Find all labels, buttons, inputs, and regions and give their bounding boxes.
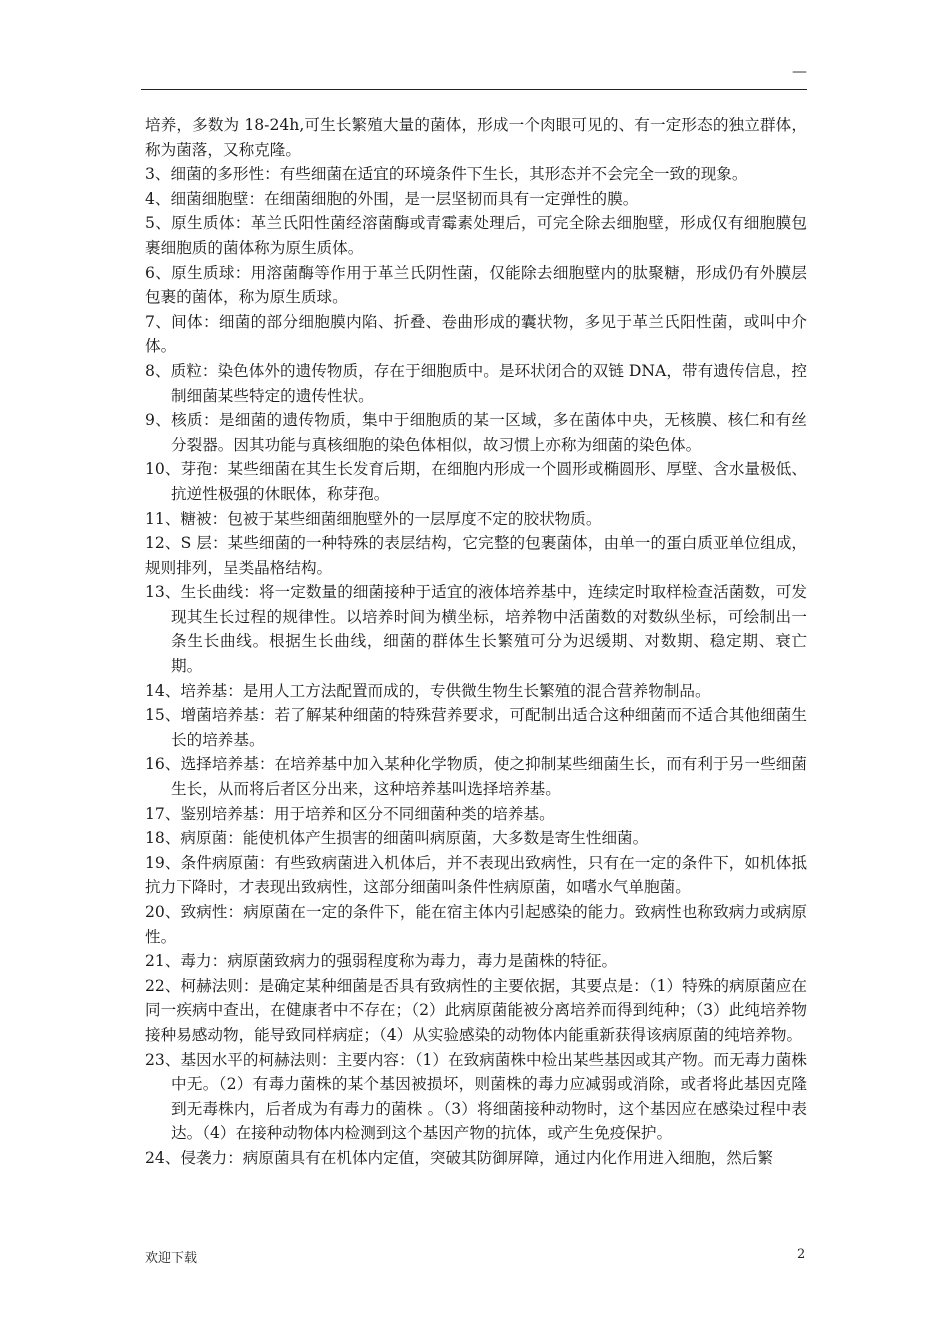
header-rule [141,89,807,90]
paragraph: 4、细菌细胞壁：在细菌细胞的外围，是一层坚韧而具有一定弹性的膜。 [145,189,639,208]
paragraph: 3、细菌的多形性：有些细菌在适宜的环境条件下生长，其形态并不会完全一致的现象。 [145,165,748,184]
paragraph: 8、质粒：染色体外的遗传物质，存在于细胞质中。是环状闭合的双链 DNA，带有遗传信息，控制细菌某些特定的遗传性状。 [145,361,807,405]
paragraph: 17、鉴别培养基：用于培养和区分不同细菌种类的培养基。 [145,804,555,823]
header-mark: — [792,62,807,80]
paragraph: 13、生长曲线：将一定数量的细菌接种于适宜的液体培养基中，连续定时取样检查活菌数，可发现其生长过程的规律性。以培养时间为横坐标，培养物中活菌数的对数纵坐标，可绘制出一条生长曲线。根据生长曲线，细菌的群体生长繁殖可分为迟缓期、对数期、稳定期、衰亡期。 [145,583,807,676]
paragraph: 22、柯赫法则：是确定某种细菌是否具有致病性的主要依据，其要点是：（1）特殊的病原菌应在同一疾病中查出，在健康者中不存在；（2）此病原菌能被分离培养而得到纯种；（3）此纯培养物接种易感动物，能导致同样病症；（4）从实验感染的动物体内能重新获得该病原菌的纯培养物。 [145,976,807,1044]
paragraph: 15、增菌培养基：若了解某种细菌的特殊营养要求，可配制出适合这种细菌而不适合其他细菌生长的培养基。 [145,706,807,749]
document-body [145,113,807,1171]
paragraph: 21、毒力：病原菌致病力的强弱程度称为毒力，毒力是菌株的特征。 [145,952,618,971]
footer-text: 欢迎下载 [145,1251,198,1266]
paragraph: 20、致病性：病原菌在一定的条件下，能在宿主体内引起感染的能力。致病性也称致病力或病原性。 [145,903,807,946]
paragraph: 9、核质：是细菌的遗传物质，集中于细胞质的某一区域，多在菌体中央，无核膜、核仁和有丝分裂器。因其功能与真核细胞的染色体相似，故习惯上亦称为细菌的染色体。 [145,411,807,454]
paragraph: 23、基因水平的柯赫法则：主要内容：（1）在致病菌株中检出某些基因或其产物。而无毒力菌株中无。（2）有毒力菌株的某个基因被损坏，则菌株的毒力应减弱或消除，或者将此基因克隆到无毒株内，后者成为有毒力的菌株 。（3）将细菌接种动物时，这个基因应在感染过程中表达。（4）在接种动物体内检测到这个基因产物的抗体，或产生免疫保护。 [145,1050,807,1143]
paragraph: 16、选择培养基：在培养基中加入某种化学物质，使之抑制某些细菌生长，而有利于另一些细菌生长，从而将后者区分出来，这种培养基叫选择培养基。 [145,755,807,799]
paragraph: 6、原生质球：用溶菌酶等作用于革兰氏阴性菌，仅能除去细胞壁内的肽聚糖，形成仍有外膜层包裹的菌体，称为原生质球。 [145,263,807,307]
paragraph: 24、侵袭力：病原菌具有在机体内定值，突破其防御屏障，通过内化作用进入细胞，然后繁 [145,1148,773,1167]
paragraph: 12、S 层：某些细菌的一种特殊的表层结构，它完整的包裹菌体，由单一的蛋白质亚单位组成，规则排列，呈类晶格结构。 [145,534,807,577]
paragraph: 10、芽孢：某些细菌在其生长发育后期，在细胞内形成一个圆形或椭圆形、厚壁、含水量极低、抗逆性极强的休眠体，称芽孢。 [145,460,807,503]
paragraph: 11、糖被：包被于某些细菌细胞壁外的一层厚度不定的胶状物质。 [145,509,602,528]
paragraph: 19、条件病原菌：有些致病菌进入机体后，并不表现出致病性，只有在一定的条件下，如机体抵抗力下降时，才表现出致病性，这部分细菌叫条件性病原菌，如嗜水气单胞菌。 [145,853,807,897]
paragraph: 18、病原菌：能使机体产生损害的细菌叫病原菌，大多数是寄生性细菌。 [145,829,649,848]
paragraph: 培养，多数为 18-24h,可生长繁殖大量的菌体，形成一个肉眼可见的、有一定形态的独立群体，称为菌落，又称克隆。 [145,116,807,159]
paragraph: 7、间体：细菌的部分细胞膜内陷、折叠、卷曲形成的囊状物，多见于革兰氏阳性菌，或叫中介体。 [145,312,807,356]
page-number: 2 [797,1247,806,1262]
paragraph: 14、培养基：是用人工方法配置而成的，专供微生物生长繁殖的混合营养物制品。 [145,681,711,700]
paragraph: 5、原生质体：革兰氏阳性菌经溶菌酶或青霉素处理后，可完全除去细胞壁，形成仅有细胞膜包裹细胞质的菌体称为原生质体。 [145,214,807,257]
